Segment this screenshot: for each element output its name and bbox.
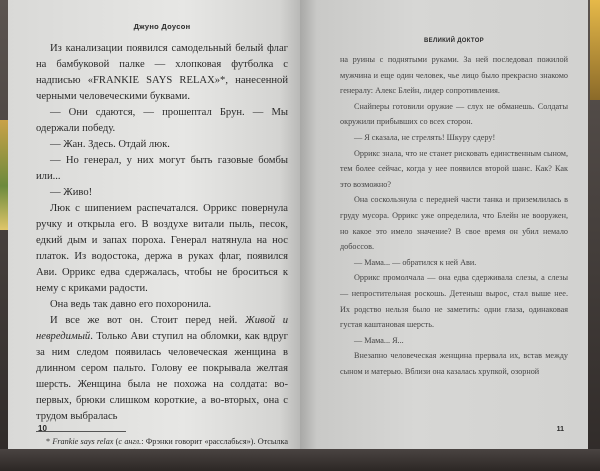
- footnote-run: : Фрэнки говорит «расслабься»). Отсылка: [141, 437, 289, 446]
- footnote-run: Frankie says relax: [52, 437, 114, 446]
- left-page-paragraph: [36, 137, 288, 153]
- footnote-rule: [36, 431, 126, 432]
- right-page-run: Она соскользнула с передней части танка и приземлилась в груду мусора. Оррикс уже определила, что Блейн не вооружен, но какое это имело значение? В свое время он убил немало добоссов.: [340, 195, 568, 252]
- running-head-title: ВЕЛИКИЙ ДОКТОР: [424, 38, 484, 44]
- right-page-paragraph: [340, 192, 568, 254]
- left-page-paragraph: [36, 153, 288, 185]
- left-page-run: — Но генерал, у них могут быть газовые бомбы или...: [36, 155, 288, 182]
- right-page-body: [340, 52, 568, 379]
- left-page-body: [36, 41, 288, 425]
- left-page-run: Из канализации появился самодельный белый флаг на бамбуковой палке — хлопковая футболка с надписью «FRANKIE SAYS RELAX»*, нанесенной черными человеческими буквами.: [36, 43, 288, 102]
- left-page-paragraph: [36, 41, 288, 105]
- right-page-paragraph: [340, 52, 568, 99]
- left-page-run: Живой и невредимый: [36, 315, 288, 342]
- left-page-run: . Только Ави ступил на обломки, как вдруг за ним следом появилась человеческая женщина в длинном сером пальто. Голову ее покрывала желтая шерсть. Женщина была не похожа на солдата: во-первых, брюки слишком короткие, а во-вторых, она с трудом выбралась: [36, 331, 288, 422]
- right-page-run: — Мама... Я...: [354, 335, 404, 345]
- right-page-paragraph: [340, 99, 568, 130]
- left-page-paragraph: [36, 105, 288, 137]
- footnote-run: с англ.: [118, 437, 142, 446]
- running-head-author: Джуно Доусон: [133, 22, 191, 31]
- right-page-run: Оррикс промолчала — она едва сдерживала слезы, а слезы — непростительная роскошь. Детеныш вырос, стал выше нее. Их родство нельзя было не заметить: одни глаза, одинаковая густая каштановая шерсть.: [340, 273, 568, 330]
- left-page-run: — Они сдаются, — прошептал Брун. — Мы одержали победу.: [36, 107, 288, 134]
- footnote-run: (: [113, 437, 119, 446]
- right-page-run: Снайперы готовили оружие — слух не обманешь. Солдаты окружили прибывших со всех сторон.: [340, 101, 568, 127]
- footnote-run: *: [46, 437, 53, 446]
- right-page-run: — Мама... — обратился к ней Ави.: [354, 257, 477, 267]
- page-number-left: 10: [38, 424, 47, 433]
- right-page: [300, 0, 588, 471]
- right-page-run: Внезапно человеческая женщина прервала их, встав между сыном и матерью. Вблизи она казалась хрупкой, озорной: [340, 351, 568, 376]
- left-page-paragraph: [36, 297, 288, 313]
- left-page-run: И все же вот он. Стоит перед ней.: [50, 315, 245, 326]
- table-surface: [0, 449, 600, 471]
- left-page-paragraph: [36, 313, 288, 425]
- right-page-paragraph: [340, 348, 568, 379]
- left-page-paragraph: [36, 201, 288, 297]
- right-page-run: на руины с поднятыми руками. За ней последовал пожилой мужчина и еще один человек, чье лицо было прекрасно знакомо генералу: Алекс Блейн, лидер сопротивления.: [340, 55, 568, 96]
- left-page-run: — Жан. Здесь. Отдай люк.: [50, 139, 170, 150]
- left-page: [8, 0, 300, 471]
- right-page-run: — Я сказала, не стрелять! Шкуру сдеру!: [354, 132, 496, 142]
- right-page-run: Оррикс знала, что не станет рисковать единственным сыном, тем более сейчас, когда у нее появился второй шанс. Как? Как это возможно?: [340, 148, 568, 189]
- left-page-run: Она ведь так давно его похоронила.: [50, 299, 212, 310]
- right-page-paragraph: [340, 255, 568, 271]
- left-page-run: — Живо!: [50, 187, 93, 198]
- left-page-run: Люк с шипением распечатался. Оррикс повернула ручку и открыла его. В воздухе витали пыль, песок, едкий дым и запах пороха. Генерал натянула на нос платок. Из водостока, держа в руках флаг, появился Ави. Оррикс едва сдержалась, чтобы не броситься к нему с криками радости.: [36, 203, 288, 294]
- page-number-right: 11: [556, 426, 564, 433]
- right-page-paragraph: [340, 270, 568, 332]
- right-page-paragraph: [340, 130, 568, 146]
- right-page-paragraph: [340, 333, 568, 349]
- right-page-paragraph: [340, 146, 568, 193]
- book-cover-edge-right: [590, 0, 600, 100]
- left-page-paragraph: [36, 185, 288, 201]
